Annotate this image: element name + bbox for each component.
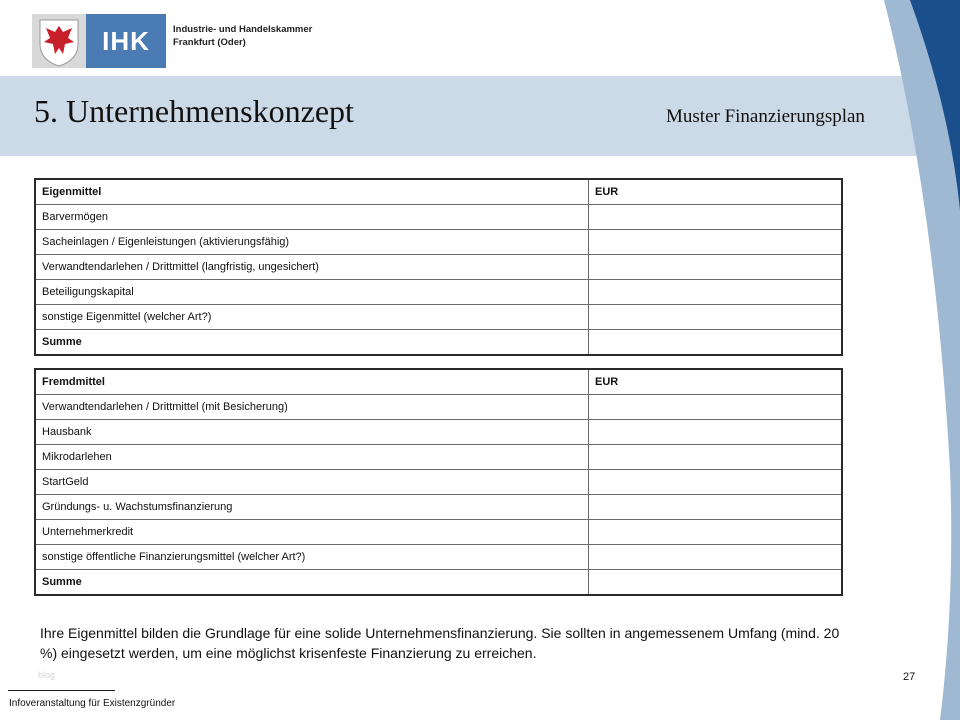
table-row bbox=[35, 470, 842, 495]
table-row bbox=[35, 420, 842, 445]
table-row bbox=[35, 205, 842, 230]
table-row bbox=[35, 520, 842, 545]
row-label: sonstige öffentliche Finanzierungsmittel (welcher Art?) bbox=[35, 545, 589, 570]
slide-title: 5. Unternehmenskonzept bbox=[34, 93, 354, 129]
amount-cell bbox=[589, 280, 843, 305]
amount-cell bbox=[589, 305, 843, 330]
eigenmittel-table bbox=[34, 178, 843, 356]
table-header-row bbox=[35, 369, 842, 395]
table-row bbox=[35, 280, 842, 305]
page-number: 27 bbox=[903, 671, 916, 683]
logo-text bbox=[173, 23, 333, 49]
sum-label: Summe bbox=[35, 330, 589, 356]
row-label: Barvermögen bbox=[35, 205, 589, 230]
table-row bbox=[35, 545, 842, 570]
amount-cell bbox=[589, 545, 843, 570]
amount-cell bbox=[589, 205, 843, 230]
row-label: Beteiligungskapital bbox=[35, 280, 589, 305]
row-label: Verwandtendarlehen / Drittmittel (langfristig, ungesichert) bbox=[35, 255, 589, 280]
amount-cell bbox=[589, 395, 843, 420]
row-label: sonstige Eigenmittel (welcher Art?) bbox=[35, 305, 589, 330]
table-row bbox=[35, 445, 842, 470]
logo-abbreviation: IHK bbox=[86, 14, 166, 68]
amount-cell bbox=[589, 495, 843, 520]
amount-cell bbox=[589, 255, 843, 280]
table-row bbox=[35, 255, 842, 280]
table-header-row bbox=[35, 179, 842, 205]
row-label: Sacheinlagen / Eigenleistungen (aktivierungsfähig) bbox=[35, 230, 589, 255]
column-header-label: Eigenmittel bbox=[35, 179, 589, 205]
footer-divider bbox=[8, 690, 115, 691]
amount-cell bbox=[589, 470, 843, 495]
column-header-label: Fremdmittel bbox=[35, 369, 589, 395]
ihk-logo bbox=[32, 14, 313, 68]
amount-cell bbox=[589, 445, 843, 470]
column-header-amount: EUR bbox=[589, 179, 843, 205]
column-header-amount: EUR bbox=[589, 369, 843, 395]
table-row bbox=[35, 495, 842, 520]
table-row bbox=[35, 230, 842, 255]
fremdmittel-table bbox=[34, 368, 843, 596]
amount-cell bbox=[589, 520, 843, 545]
row-label: Verwandtendarlehen / Drittmittel (mit Besicherung) bbox=[35, 395, 589, 420]
logo-line-1: Industrie- und Handelskammer bbox=[173, 24, 313, 35]
row-label: Unternehmerkredit bbox=[35, 520, 589, 545]
row-label: StartGeld bbox=[35, 470, 589, 495]
sum-amount-cell bbox=[589, 330, 843, 356]
table-row bbox=[35, 395, 842, 420]
table-row bbox=[35, 305, 842, 330]
row-label: Gründungs- u. Wachstumsfinanzierung bbox=[35, 495, 589, 520]
eagle-shield-icon bbox=[32, 14, 86, 68]
row-label: Mikrodarlehen bbox=[35, 445, 589, 470]
slide-subtitle: Muster Finanzierungsplan bbox=[666, 106, 865, 127]
sum-label: Summe bbox=[35, 570, 589, 596]
faint-watermark-label: blog bbox=[38, 670, 56, 680]
sum-row bbox=[35, 330, 842, 356]
sum-amount-cell bbox=[589, 570, 843, 596]
footer-text: Infoveranstaltung für Existenzgründer bbox=[9, 698, 176, 709]
amount-cell bbox=[589, 420, 843, 445]
sum-row bbox=[35, 570, 842, 596]
explanation-note: Ihre Eigenmittel bilden die Grundlage für eine solide Unternehmensfinanzierung. Sie sollten in angemessenem Umfang (mind. 20 %) eingesetzt werden, um eine möglichst krisenfeste Finanzierung zu erreichen. bbox=[40, 625, 840, 661]
row-label: Hausbank bbox=[35, 420, 589, 445]
logo-line-2: Frankfurt (Oder) bbox=[173, 37, 246, 48]
amount-cell bbox=[589, 230, 843, 255]
